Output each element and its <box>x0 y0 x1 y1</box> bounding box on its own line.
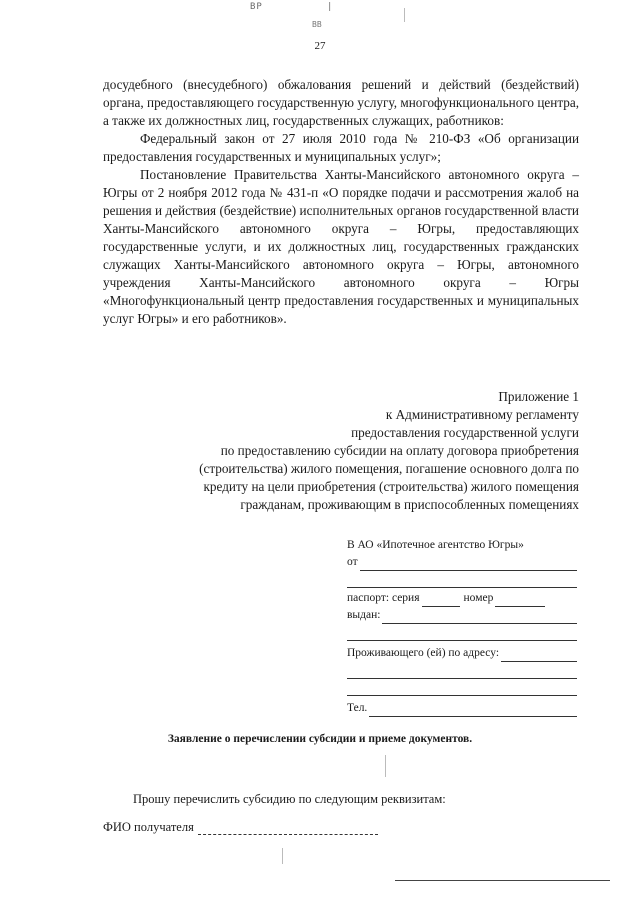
passport-row <box>347 590 577 607</box>
recipient-row <box>103 820 378 835</box>
phone-label: Тел. <box>347 702 368 714</box>
scan-artifact-line <box>404 8 405 22</box>
addressee: В АО «Ипотечное агентство Югры» <box>347 539 524 551</box>
appendix-line: (строительства) жилого помещения, погашение основного долга по <box>199 461 579 476</box>
issued-row <box>347 607 577 624</box>
passport-label: паспорт: серия <box>347 592 420 604</box>
from-label: от <box>347 556 358 568</box>
issued-label: выдан: <box>347 609 381 621</box>
bottom-rule <box>395 880 610 881</box>
appendix-line: к Административному регламенту <box>385 407 579 422</box>
scan-artifact-top: BP | <box>250 2 334 12</box>
appendix-header <box>109 388 579 514</box>
passport-series-field[interactable] <box>422 594 460 607</box>
appendix-line: по предоставлению субсидии на оплату договора приобретения <box>220 443 579 458</box>
address-field[interactable] <box>501 649 577 662</box>
page-number: 27 <box>314 40 326 52</box>
passport-number-field[interactable] <box>495 594 545 607</box>
request-text: Прошу перечислить субсидию по следующим реквизитам: <box>133 792 446 806</box>
appendix-line: предоставления государственной услуги <box>351 425 579 440</box>
residing-row <box>347 645 577 662</box>
scan-artifact-mid: ВВ <box>312 20 322 29</box>
phone-row <box>347 700 577 717</box>
issued-field[interactable] <box>382 611 577 624</box>
statement-title: Заявление о перечислении субсидии и приеме документов. <box>167 733 473 745</box>
body-text <box>103 76 579 328</box>
paragraph: Постановление Правительства Ханты-Мансийского автономного округа – Югры от 2 ноября 2012 года № 431-п «О порядке подачи и рассмотрения жалоб на решения и действия (бездействие) исполнительных органов государственной власти Ханты-Мансийского автономного округа – Югры, предоставляющих государственные услуги, и их должностных лиц, государственных гражданских служащих Ханты-Мансийского автономного округа – Югры, автономного учреждения Ханты-Мансийского автономного округа – Югры «Многофункциональный центр предоставления государственных и муниципальных услуг Югры» и его работников». <box>103 167 579 326</box>
phone-field[interactable] <box>369 704 577 717</box>
appendix-line: Приложение 1 <box>498 389 579 404</box>
appendix-line: кредиту на цели приобретения (строительства) жилого помещения <box>203 479 579 494</box>
from-field-continuation[interactable] <box>347 575 577 588</box>
from-field[interactable] <box>360 558 577 571</box>
recipient-label: ФИО получателя <box>103 820 194 834</box>
appendix-line: гражданам, проживающим в приспособленных помещениях <box>240 497 579 512</box>
issued-field-continuation[interactable] <box>347 628 577 641</box>
address-field-continuation[interactable] <box>347 683 577 696</box>
residing-label: Проживающего (ей) по адресу: <box>347 647 500 659</box>
scan-artifact-line <box>282 848 283 864</box>
address-field-continuation[interactable] <box>347 666 577 679</box>
paragraph: досудебного (внесудебного) обжалования решений и действий (бездействий) органа, предоставляющего государственную услугу, многофункционального центра, а также их должностных лиц, государственных служащих, работников: <box>103 77 579 128</box>
recipient-field[interactable] <box>198 822 378 835</box>
from-row <box>347 554 577 571</box>
applicant-form <box>347 537 577 717</box>
passport-number-label: номер <box>463 592 494 604</box>
scan-artifact-line <box>385 755 386 777</box>
paragraph: Федеральный закон от 27 июля 2010 года № 210-ФЗ «Об организации предоставления государственных и муниципальных услуг»; <box>103 131 579 164</box>
